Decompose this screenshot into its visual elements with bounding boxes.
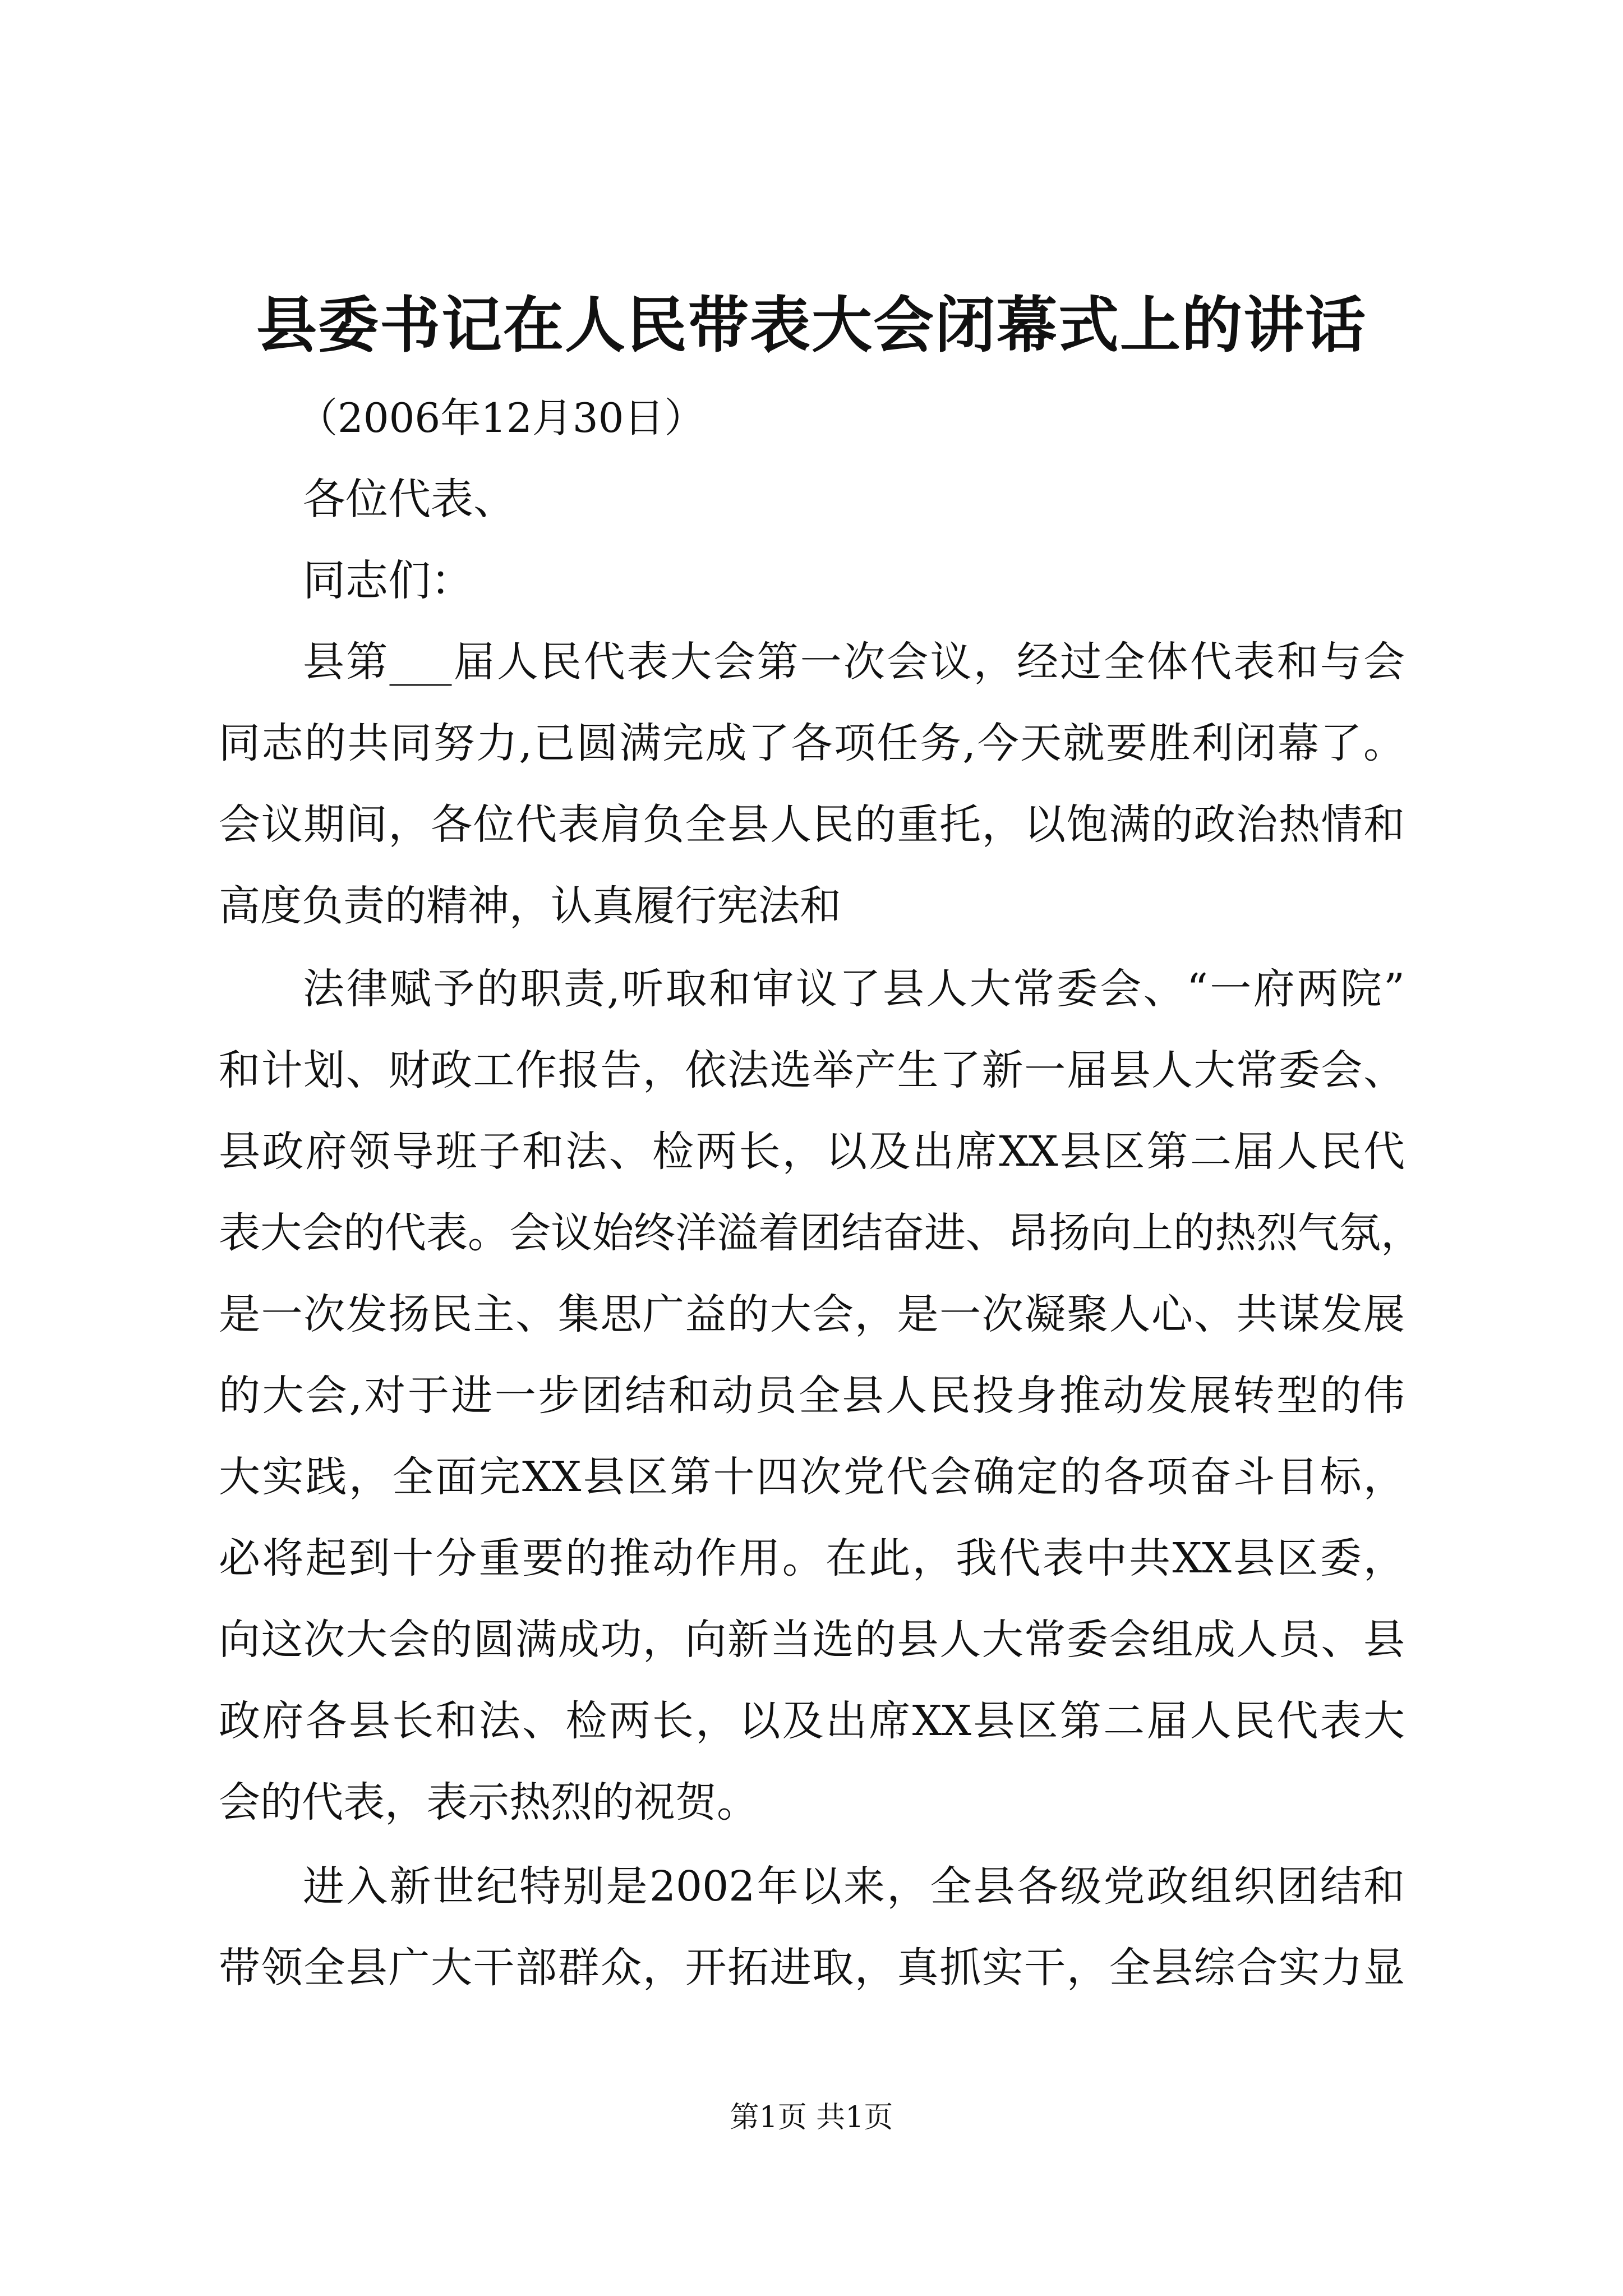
paragraph-2-line-8: 必将起到十分重要的推动作用。在此，我代表中共XX县区委， [219,1534,1405,1582]
salutation-comrades: 同志们： [303,555,473,605]
paragraph-2-line-9: 向这次大会的圆满成功，向新当选的县人大常委会组成人员、县 [219,1616,1405,1664]
paragraph-1-line-2: 同志的共同努力,已圆满完成了各项任务,今天就要胜利闭幕了。 [219,719,1405,767]
paragraph-2-line-2: 和计划、财政工作报告，依法选举产生了新一届县人大常委会、 [219,1046,1405,1094]
speech-date: （2006年12月30日） [297,394,705,441]
paragraph-1-line-3: 会议期间，各位代表肩负全县人民的重托，以饱满的政治热情和 [219,800,1405,849]
paragraph-2-line-7: 大实践，全面完XX县区第十四次党代会确定的各项奋斗目标， [219,1453,1405,1501]
paragraph-2-line-11: 会的代表，表示热烈的祝贺。 [219,1778,758,1826]
paragraph-1-line-1: 县第___届人民代表大会第一次会议，经过全体代表和与会 [303,638,1405,686]
paragraph-2-line-1: 法律赋予的职责,听取和审议了县人大常委会、“一府两院” [303,965,1405,1013]
paragraph-3-line-1: 进入新世纪特别是2002年以来，全县各级党政组织团结和 [303,1862,1405,1911]
paragraph-2-line-6: 的大会,对于进一步团结和动员全县人民投身推动发展转型的伟 [219,1372,1405,1420]
paragraph-2-line-5: 是一次发扬民主、集思广益的大会，是一次凝聚人心、共谋发展 [219,1290,1405,1338]
paragraph-2-line-10: 政府各县长和法、检两长，以及出席XX县区第二届人民代表大 [219,1697,1405,1745]
paragraph-2-line-4: 表大会的代表。会议始终洋溢着团结奋进、昂扬向上的热烈气氛， [219,1209,1422,1257]
paragraph-3-line-2: 带领全县广大干部群众，开拓进取，真抓实干，全县综合实力显 [219,1944,1405,1992]
paragraph-1-line-4: 高度负责的精神，认真履行宪法和 [219,882,841,930]
paragraph-2-line-3: 县政府领导班子和法、检两长，以及出席XX县区第二届人民代 [219,1128,1405,1176]
document-title: 县委书记在人民带表大会闭幕式上的讲话 [256,290,1367,361]
salutation-delegates: 各位代表、 [303,474,516,524]
page-footer: 第1页 共1页 [730,2101,893,2134]
